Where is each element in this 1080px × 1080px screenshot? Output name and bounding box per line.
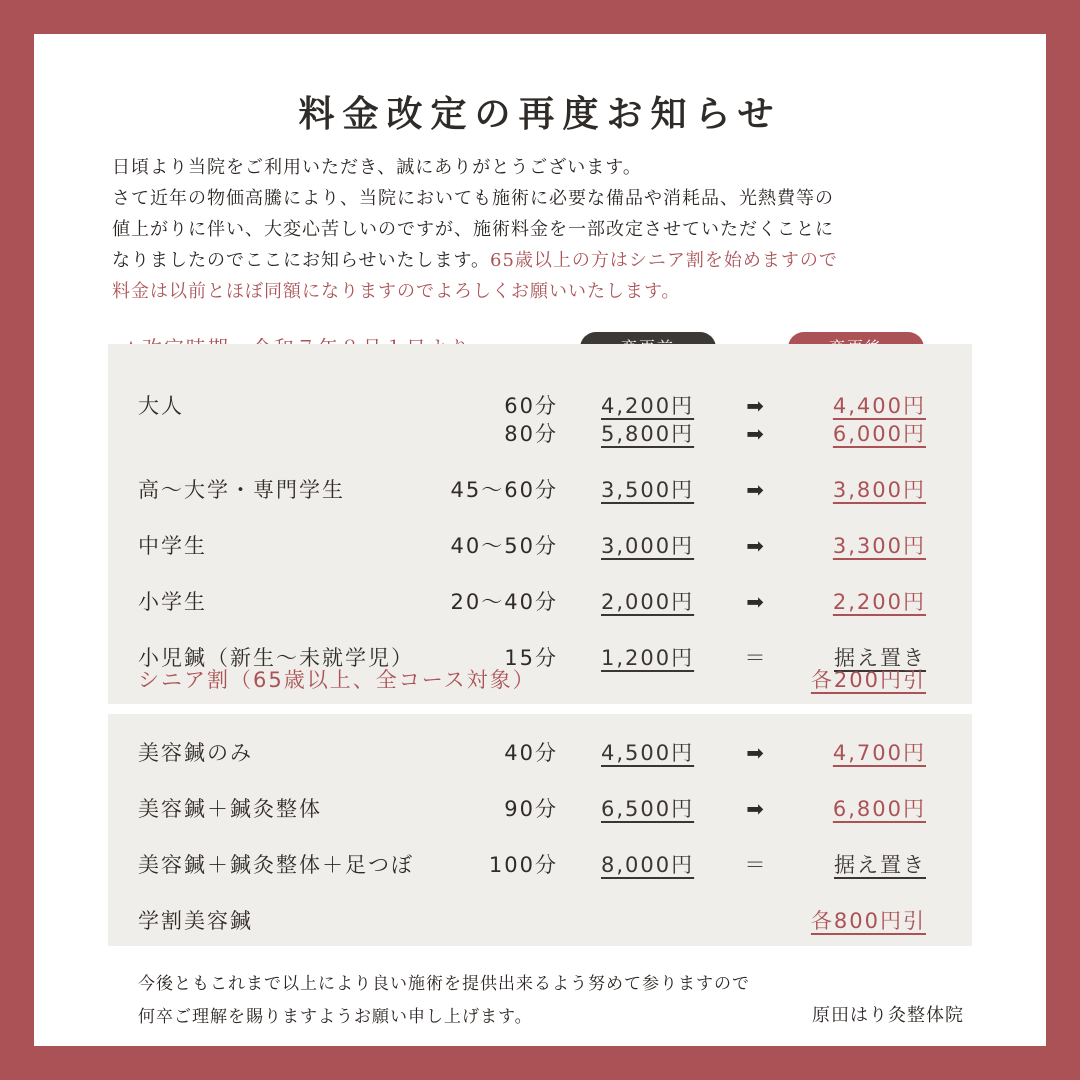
closing-line-2: 何卒ご理解を賜りますようお願い申し上げます。 (138, 1007, 533, 1027)
course-duration: 45～60分 (450, 478, 558, 502)
price-row (108, 587, 972, 617)
price-row (108, 475, 972, 505)
intro-text (112, 152, 1012, 307)
course-name: 小児鍼（新生～未就学児） (138, 646, 414, 670)
new-price: 6,000円 (832, 422, 926, 446)
senior-discount-label: シニア割（65歳以上、全コース対象） (138, 668, 536, 692)
course-name: 美容鍼のみ (138, 741, 253, 765)
new-price: 3,800円 (832, 478, 926, 502)
arrow-icon: ➡ (746, 797, 766, 821)
new-price: 4,700円 (832, 741, 926, 765)
arrow-icon: ➡ (746, 534, 766, 558)
course-duration: 40～50分 (450, 534, 558, 558)
intro-line-3: 値上がりに伴い、大変心苦しいのですが、施術料金を一部改定させていただくことに (112, 219, 834, 240)
course-name: 高～大学・専門学生 (138, 478, 345, 502)
course-name: 美容鍼＋鍼灸整体 (138, 797, 322, 821)
course-name: 中学生 (138, 534, 207, 558)
course-duration: 60分 (504, 394, 558, 418)
old-price: 6,500円 (601, 797, 695, 821)
student-discount-value: 各800円引 (810, 909, 926, 933)
closing-line-1: 今後ともこれまで以上により良い施術を提供出来るよう努めて参りますので (138, 974, 750, 994)
new-price: 据え置き (834, 646, 926, 670)
course-duration: 90分 (504, 797, 558, 821)
intro-line-5-highlight: 料金は以前とほぼ同額になりますのでよろしくお願いいたします。 (112, 281, 681, 302)
old-price: 4,500円 (601, 741, 695, 765)
intro-line-4 (112, 245, 1012, 276)
course-name: 小学生 (138, 590, 207, 614)
price-row (108, 419, 972, 449)
arrow-icon: ➡ (746, 741, 766, 765)
intro-line-1: 日頃より当院をご利用いただき、誠にありがとうございます。 (112, 157, 642, 178)
arrow-icon: ➡ (746, 478, 766, 502)
price-row (108, 531, 972, 561)
course-duration: 40分 (504, 741, 558, 765)
price-row (108, 391, 972, 421)
student-discount-row (108, 906, 972, 936)
old-price: 8,000円 (601, 853, 695, 877)
old-price: 3,500円 (601, 478, 695, 502)
page-title: 料金改定の再度お知らせ (298, 93, 782, 135)
price-row (108, 794, 972, 824)
arrow-icon: ➡ (746, 394, 766, 418)
new-price: 据え置き (834, 853, 926, 877)
course-name: 大人 (138, 394, 184, 418)
new-price: 2,200円 (832, 590, 926, 614)
course-duration: 100分 (488, 853, 558, 877)
old-price: 1,200円 (601, 646, 695, 670)
price-row (108, 738, 972, 768)
new-price: 4,400円 (832, 394, 926, 418)
intro-line-4-highlight: 65歳以上の方はシニア割を始めますので (490, 250, 838, 271)
intro-line-2: さて近年の物価高騰により、当院においても施術に必要な備品や消耗品、光熱費等の (112, 188, 834, 209)
senior-discount-row (108, 665, 972, 695)
old-price: 2,000円 (601, 590, 695, 614)
old-price: 4,200円 (601, 394, 695, 418)
equals-icon: ＝ (744, 646, 768, 670)
course-name: 美容鍼＋鍼灸整体＋足つぼ (138, 853, 414, 877)
price-section-general (108, 344, 972, 704)
intro-line-4-plain: なりましたのでここにお知らせいたします。 (112, 250, 491, 271)
new-price: 3,300円 (832, 534, 926, 558)
price-section-beauty (108, 714, 972, 946)
course-duration: 80分 (504, 422, 558, 446)
senior-discount-value: 各200円引 (810, 668, 926, 692)
arrow-icon: ➡ (746, 590, 766, 614)
old-price: 3,000円 (601, 534, 695, 558)
price-row (108, 850, 972, 880)
clinic-name: 原田はり灸整体院 (812, 1005, 964, 1026)
old-price: 5,800円 (601, 422, 695, 446)
course-duration: 20～40分 (450, 590, 558, 614)
new-price: 6,800円 (832, 797, 926, 821)
equals-icon: ＝ (744, 853, 768, 877)
arrow-icon: ➡ (746, 422, 766, 446)
notice-card (34, 34, 1046, 1046)
course-duration: 15分 (504, 646, 558, 670)
student-discount-label: 学割美容鍼 (138, 909, 253, 933)
